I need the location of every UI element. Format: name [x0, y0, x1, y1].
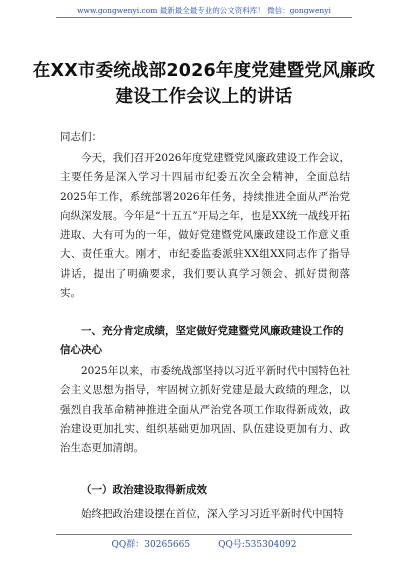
subsection-heading-1: （一）政治建设取得新成效: [81, 484, 207, 496]
header-divider: [56, 17, 352, 18]
qq-group-number: QQ群：30265665: [111, 540, 191, 550]
salutation: 同志们：: [60, 131, 102, 143]
qq-number: QQ号:535304092: [218, 540, 297, 550]
footer-divider: [56, 534, 352, 535]
page-footer: [0, 537, 408, 550]
intro-paragraph: 今天，我们召开2026年度党建暨党风廉政建设工作会议，主要任务是深入学习十四届市纪委五次全会精神，全面总结2025年工作，系统部署2026年任务，持续推进全面从严治党向纵深发展。今年是“十五五”开局之年，也是XX统一战线开拓进取、大有可为的一年，做好党建暨党风廉政建设工作意义重大、责任重大。刚才，市纪委监委派驻XX组XX同志作了指导讲话，提出了明确要求，我们要认真学习领会、抓好贯彻落实。: [60, 152, 350, 300]
subsection-1-paragraph: 始终把政治建设摆在首位，深入学习习近平新时代中国特: [81, 508, 344, 520]
section-heading-1: 一、充分肯定成绩，坚定做好党建暨党风廉政建设工作的信心决心: [60, 325, 344, 357]
document-title: 在XX市委统战部2026年度党建暨党风廉政建设工作会议上的讲话: [32, 61, 376, 107]
page-header: www.gongwenyi.com 最新最全最专业的公文资料库！ 微信：gongwenyi: [77, 6, 331, 15]
section-1-paragraph: 2025年以来，市委统战部坚持以习近平新时代中国特色社会主义思想为指导，牢固树立抓好党建是最大政绩的理念，以强烈自我革命精神推进全面从严治党各项工作取得新成效，政治建设更加扎实、组织基础更加巩固、队伍建设更加有力、政治生态更加清朗。: [60, 365, 350, 455]
